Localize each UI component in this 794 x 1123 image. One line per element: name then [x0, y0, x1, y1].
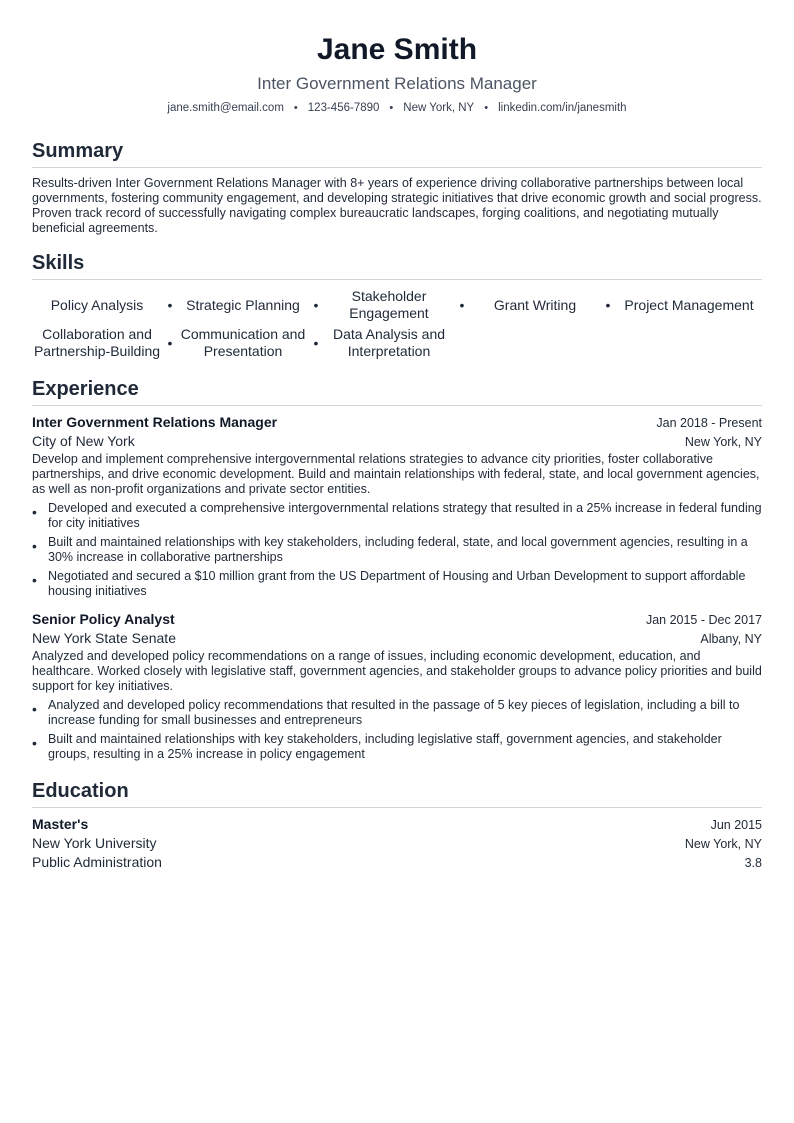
skill-item: Policy Analysis — [50, 296, 144, 313]
job-company: City of New York — [32, 433, 135, 449]
job-location: New York, NY — [684, 435, 762, 449]
job-title: Inter Government Relations Manager — [32, 414, 278, 430]
skill-item: Data Analysis and Interpretation — [332, 326, 446, 359]
skill-item: Project Management — [624, 296, 754, 313]
skill-item: Strategic Planning — [186, 296, 300, 313]
bullet-text: Built and maintained relationships with key stakeholders, including federal, state, and local government agencies, resulting in a 30% increase in collaborative partnerships — [48, 535, 748, 564]
skill-item: Stakeholder Engagement — [349, 288, 429, 321]
education-school: New York University — [32, 835, 157, 851]
separator-dot-icon: • — [293, 102, 298, 114]
skills-grid — [32, 288, 762, 360]
job-bullets — [32, 501, 762, 599]
bullet-dot-icon: • — [167, 335, 173, 351]
job-location: Albany, NY — [700, 632, 762, 646]
list-item — [32, 569, 762, 599]
list-item — [32, 698, 762, 728]
education-heading: Education — [32, 780, 762, 808]
education-field: Public Administration — [32, 854, 162, 870]
bullet-text: Developed and executed a comprehensive intergovernmental relations strategy that resulted in a 25% increase in federal funding for city initiatives — [48, 501, 762, 530]
experience-heading: Experience — [32, 378, 762, 406]
resume-header — [32, 0, 762, 114]
education-entry — [32, 816, 762, 870]
bullet-dot-icon: • — [32, 504, 37, 520]
education-date: Jun 2015 — [710, 818, 762, 832]
bullet-dot-icon: • — [32, 572, 37, 588]
bullet-dot-icon: • — [32, 701, 37, 717]
list-item — [32, 501, 762, 531]
separator-dot-icon: • — [389, 102, 394, 114]
contact-location: New York, NY — [403, 102, 475, 114]
education-section — [32, 780, 762, 870]
education-degree: Master's — [32, 816, 89, 832]
skill-item: Grant Writing — [493, 296, 577, 313]
skill-item: Collaboration and Partnership-Building — [33, 326, 161, 359]
contact-line — [32, 102, 762, 114]
skills-section — [32, 252, 762, 360]
summary-section — [32, 140, 762, 236]
job-description: Analyzed and developed policy recommendations on a range of issues, including economic development, education, and healthcare. Worked closely with legislative staff, government agencies, and stakeholder groups to advance policy priorities and build support for key initiatives. — [32, 649, 762, 693]
education-gpa: 3.8 — [744, 856, 762, 870]
contact-email[interactable]: jane.smith@email.com — [167, 102, 284, 114]
bullet-dot-icon: • — [32, 538, 37, 554]
separator-dot-icon: • — [484, 102, 489, 114]
bullet-dot-icon: • — [313, 297, 319, 313]
skill-item: Communication and Presentation — [180, 326, 306, 359]
list-item — [32, 535, 762, 565]
job-bullets — [32, 698, 762, 762]
job-entry — [32, 611, 762, 762]
skills-heading: Skills — [32, 252, 762, 280]
contact-linkedin[interactable]: linkedin.com/in/janesmith — [498, 102, 627, 114]
job-title: Senior Policy Analyst — [32, 611, 175, 627]
job-company: New York State Senate — [32, 630, 176, 646]
candidate-title: Inter Government Relations Manager — [257, 74, 537, 93]
job-dates: Jan 2018 - Present — [656, 416, 762, 430]
bullet-dot-icon: • — [459, 297, 465, 313]
bullet-text: Built and maintained relationships with key stakeholders, including legislative staff, government agencies, and stakeholder groups, resulting in a 25% increase in policy engagement — [48, 732, 722, 761]
job-entry — [32, 414, 762, 599]
candidate-name: Jane Smith — [316, 33, 478, 66]
contact-phone[interactable]: 123-456-7890 — [307, 102, 380, 114]
education-location: New York, NY — [684, 837, 762, 851]
list-item — [32, 732, 762, 762]
summary-heading: Summary — [32, 140, 762, 168]
bullet-dot-icon: • — [167, 297, 173, 313]
summary-text: Results-driven Inter Government Relations Manager with 8+ years of experience driving collaborative partnerships between local governments, fostering community engagement, and developing strategic initiatives that drive economic growth and social progress. Proven track record of successfully navigating complex bureaucratic landscapes, forging coalitions, and negotiating mutually beneficial agreements. — [32, 176, 762, 235]
bullet-text: Negotiated and secured a $10 million grant from the US Department of Housing and Urban Development to support affordable housing initiatives — [48, 569, 746, 598]
bullet-dot-icon: • — [32, 735, 37, 751]
experience-section — [32, 378, 762, 762]
job-description: Develop and implement comprehensive intergovernmental relations strategies to advance city priorities, foster collaborative partnerships, and drive economic development. Build and maintain relationships with federal, state, and local government agencies, as well as non-profit organizations and private sector entities. — [32, 452, 760, 496]
bullet-dot-icon: • — [605, 297, 611, 313]
bullet-dot-icon: • — [313, 335, 319, 351]
bullet-text: Analyzed and developed policy recommendations that resulted in the passage of 5 key pieces of legislation, including a bill to increase funding for small businesses and entrepreneurs — [48, 698, 740, 727]
job-dates: Jan 2015 - Dec 2017 — [645, 613, 762, 627]
